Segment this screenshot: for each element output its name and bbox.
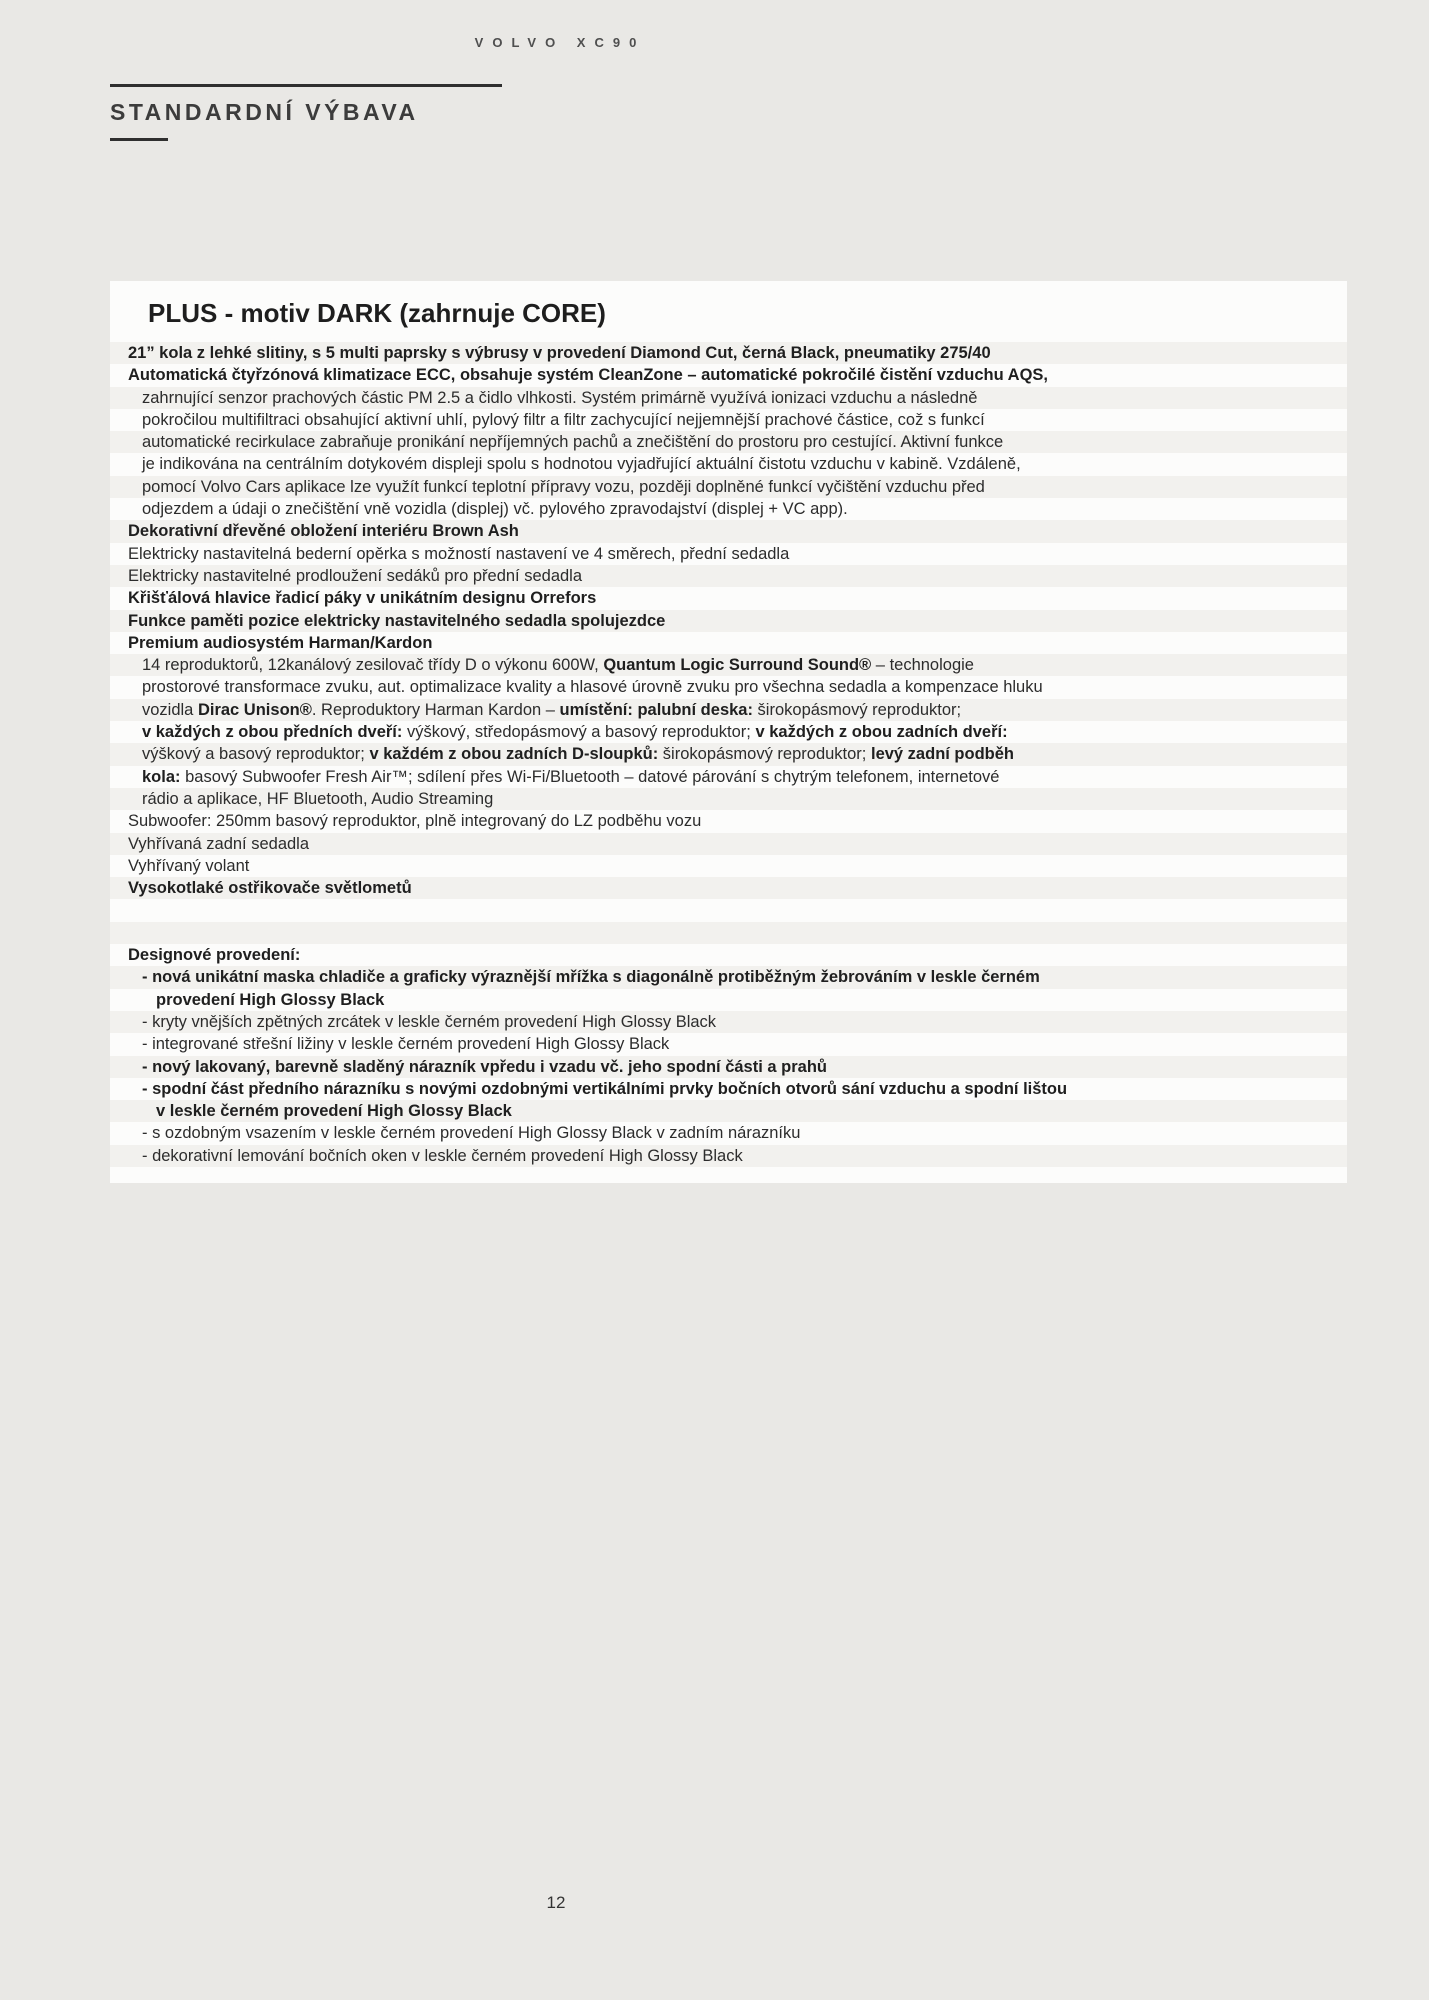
feature-line — [110, 632, 1347, 654]
feature-line — [110, 1100, 1347, 1122]
feature-line — [110, 1033, 1347, 1055]
feature-line — [110, 989, 1347, 1011]
feature-line — [110, 387, 1347, 409]
feature-text: Quantum Logic Surround Sound® — [603, 656, 872, 675]
page-number: 12 — [546, 1893, 566, 1912]
feature-text: rádio a aplikace, HF Bluetooth, Audio Streaming — [142, 789, 494, 808]
feature-text: automatické recirkulace zabraňuje pronikání nepříjemných pachů a znečištění do prostoru pro cestující. Aktivní funkce — [142, 433, 1004, 452]
feature-text: Automatická čtyřzónová klimatizace ECC, obsahuje systém CleanZone – automatické pokročilé čistění vzduchu AQS, — [128, 366, 1048, 385]
feature-line — [110, 699, 1347, 721]
feature-line — [110, 610, 1347, 632]
feature-line — [110, 855, 1347, 877]
feature-line — [110, 743, 1347, 765]
feature-text: - nový lakovaný, barevně sladěný nárazník vpředu i vzadu vč. jeho spodní části a prahů — [142, 1057, 827, 1076]
feature-text: 14 reproduktorů, 12kanálový zesilovač třídy D o výkonu 600W, — [142, 656, 604, 675]
top-rule-divider — [110, 84, 502, 87]
feature-text: Subwoofer: 250mm basový reproduktor, plně integrovaný do LZ podběhu vozu — [128, 812, 702, 831]
feature-text: Křišťálová hlavice řadicí páky v unikátním designu Orrefors — [128, 589, 597, 608]
feature-text: výškový, středopásmový a basový reproduktor; — [402, 723, 756, 742]
feature-line — [110, 833, 1347, 855]
feature-text: v leskle černém provedení High Glossy Black — [156, 1102, 512, 1121]
feature-text: Dekorativní dřevěné obložení interiéru Brown Ash — [128, 522, 519, 541]
feature-line — [110, 654, 1347, 676]
feature-line — [110, 587, 1347, 609]
feature-line — [110, 966, 1347, 988]
feature-line — [110, 1011, 1347, 1033]
feature-line — [110, 766, 1347, 788]
feature-text: v každých z obou zadních dveří: — [755, 723, 1008, 742]
feature-line — [110, 498, 1347, 520]
feature-text: 21” kola z lehké slitiny, s 5 multi paprsky s výbrusy v provedení Diamond Cut, černá Black, pneumatiky 275/40 — [128, 344, 991, 362]
feature-text: basový Subwoofer Fresh Air™; sdílení přes Wi-Fi/Bluetooth – datové párování s chytrým telefonem, internetové — [180, 767, 1000, 786]
feature-text: - nová unikátní maska chladiče a graficky výraznější mřížka s diagonálně protiběžným žebrováním v leskle černém — [142, 968, 1040, 987]
feature-text: - integrované střešní ližiny v leskle černém provedení High Glossy Black — [142, 1035, 670, 1054]
document-header-brand: VOLVO XC90 — [474, 35, 646, 50]
feature-text: Elektricky nastavitelná bederní opěrka s možností nastavení ve 4 směrech, přední sedadla — [128, 544, 790, 563]
feature-text: zahrnující senzor prachových částic PM 2.5 a čidlo vlhkosti. Systém primárně využívá ionizaci vzduchu a následně — [142, 388, 978, 407]
feature-line — [110, 520, 1347, 542]
feature-line — [110, 1122, 1347, 1144]
feature-text: - dekorativní lemování bočních oken v leskle černém provedení High Glossy Black — [142, 1146, 743, 1165]
feature-text: - s ozdobným vsazením v leskle černém provedení High Glossy Black v zadním nárazníku — [142, 1124, 801, 1143]
feature-list — [110, 342, 1347, 1167]
feature-text: výškový a basový reproduktor; — [142, 745, 370, 764]
feature-line — [110, 944, 1347, 966]
feature-line — [110, 877, 1347, 899]
feature-text: Vysokotlaké ostřikovače světlometů — [128, 879, 412, 898]
feature-text: - kryty vnějších zpětných zrcátek v leskle černém provedení High Glossy Black — [142, 1012, 717, 1031]
feature-text: Elektricky nastavitelné prodloužení sedáků pro přední sedadla — [128, 566, 583, 585]
feature-line — [110, 364, 1347, 386]
feature-text: Funkce paměti pozice elektricky nastavitelného sedadla spolujezdce — [128, 611, 666, 630]
feature-line — [110, 1056, 1347, 1078]
section-header — [110, 84, 502, 141]
equipment-box — [110, 281, 1347, 1183]
feature-text: v každých z obou předních dveří: — [142, 723, 403, 742]
feature-text: levý zadní podběh — [870, 745, 1015, 764]
feature-line — [110, 1145, 1347, 1167]
feature-line — [110, 409, 1347, 431]
feature-text: umístění: palubní deska: — [559, 700, 753, 719]
feature-line — [110, 453, 1347, 475]
feature-text: Premium audiosystém Harman/Kardon — [128, 633, 433, 652]
feature-text: vozidla — [142, 700, 198, 719]
feature-line — [110, 431, 1347, 453]
feature-text: pokročilou multifiltraci obsahující aktivní uhlí, pylový filtr a filtr zachycující nejjemnější prachové částice, což s funkcí — [142, 410, 985, 429]
feature-text: širokopásmový reproduktor; — [752, 700, 962, 719]
feature-line — [110, 676, 1347, 698]
package-title: PLUS - motiv DARK (zahrnuje CORE) — [148, 298, 606, 328]
feature-line — [110, 788, 1347, 810]
spacer-row — [110, 922, 1347, 944]
feature-text: kola: — [142, 767, 181, 786]
bottom-rule-divider — [110, 138, 168, 141]
feature-text: Designové provedení: — [128, 946, 301, 965]
feature-line — [110, 721, 1347, 743]
feature-text: je indikována na centrálním dotykovém displeji spolu s hodnotou vyjadřující aktuální čistotu vzduchu v kabině. Vzdáleně, — [142, 455, 1021, 474]
feature-text: Vyhřívaný volant — [128, 856, 250, 875]
feature-text: odjezdem a údaji o znečištění vně vozidla (displej) vč. pylového zpravodajství (displej + VC app). — [142, 500, 848, 519]
feature-line — [110, 476, 1347, 498]
feature-text: Vyhřívaná zadní sedadla — [128, 834, 310, 853]
feature-line — [110, 342, 1347, 364]
feature-text: . Reproduktory Harman Kardon – — [311, 700, 560, 719]
feature-text: Dirac Unison® — [197, 700, 312, 719]
spacer-row — [110, 899, 1347, 921]
feature-text: širokopásmový reproduktor; — [658, 745, 871, 764]
feature-line — [110, 810, 1347, 832]
feature-line — [110, 1078, 1347, 1100]
feature-text: – technologie — [871, 656, 974, 675]
feature-text: v každém z obou zadních D-sloupků: — [369, 745, 659, 764]
section-title: STANDARDNÍ VÝBAVA — [110, 99, 419, 125]
feature-line — [110, 543, 1347, 565]
feature-text: - spodní část předního nárazníku s novými ozdobnými vertikálními prvky bočních otvorů sání vzduchu a spodní lištou — [142, 1079, 1068, 1098]
feature-line — [110, 565, 1347, 587]
feature-text: pomocí Volvo Cars aplikace lze využít funkcí teplotní přípravy vozu, později doplněné funkcí vyčištění vzduchu před — [142, 477, 985, 496]
feature-text: prostorové transformace zvuku, aut. optimalizace kvality a hlasové úrovně zvuku pro všechna sedadla a kompenzace hluku — [142, 678, 1043, 697]
feature-text: provedení High Glossy Black — [156, 990, 385, 1009]
